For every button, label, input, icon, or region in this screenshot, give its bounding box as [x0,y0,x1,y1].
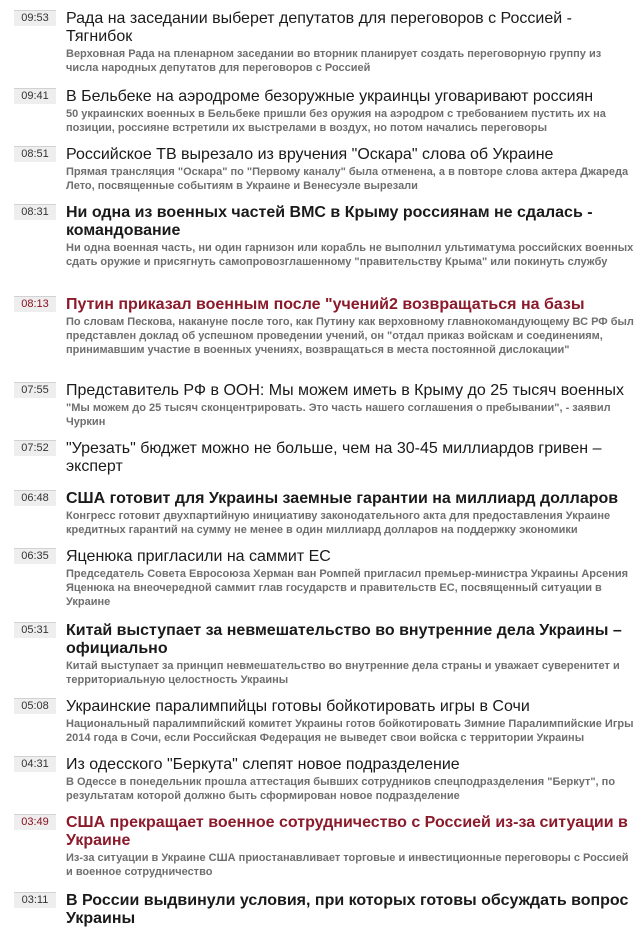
news-headline-link[interactable]: Представитель РФ в ООН: Мы можем иметь в Крыму до 25 тысяч военных [66,382,625,399]
news-lead: 50 украинских военных в Бельбеке пришли без оружия на аэродром с требованием пустить их на позиции, россияне встретили их выстрелами в воздух, но потом начались переговоры [66,108,606,134]
news-lead: По словам Пескова, накануне после того, как Путину как верховному главнокомандующему ВС РФ был представлен доклад об успешном проведении учений, он "отдал приказ войскам и соединениям, принимавшим участие в военных учениях, возвращаться в места постоянной дислокации" [66,316,634,356]
news-headline-link[interactable]: В России выдвинули условия, при которых готовы обсуждать вопрос Украины [66,892,629,927]
news-lead: Из-за ситуации в Украине США приостанавливает торговые и инвестиционные переговоры с Россией и военное сотрудничество [66,852,629,878]
time-badge: 03:11 [14,892,56,908]
news-headline-link[interactable]: США готовит для Украины заемные гарантии на миллиард долларов [66,490,619,507]
time-badge: 09:41 [14,88,56,104]
time-badge: 08:13 [14,296,56,312]
time-badge: 07:55 [14,382,56,398]
time-badge: 04:31 [14,756,56,772]
news-headline-link[interactable]: Путин приказал военным после "учений2 возвращаться на базы [66,296,585,313]
news-headline-link[interactable]: Рада на заседании выберет депутатов для переговоров с Россией - Тягнибок [66,10,572,45]
time-badge: 06:35 [14,548,56,564]
time-badge: 05:31 [14,622,56,638]
time-badge: 08:51 [14,146,56,162]
news-lead: Ни одна военная часть, ни один гарнизон или корабль не выполнил ультиматума российских военных сдать оружие и присягнуть самопровозглашенному "правительству Крыма" или покинуть службу [66,242,634,268]
news-headline-link[interactable]: Китай выступает за невмешательство во внутренние дела Украины – официально [66,622,622,657]
news-lead: Конгресс готовит двухпартийную инициативу законодательного акта для предоставления Украине кредитных гарантий на сумму не менее в один миллиард долларов на поддержку экономики [66,510,611,536]
news-lead: Председатель Совета Евросоюза Херман ван Ромпей пригласил премьер-министра Украины Арсения Яценюка на внеочередной саммит глав государств и правительств ЕС, посвященный ситуации в Украине [66,568,629,608]
time-badge: 07:52 [14,440,56,456]
news-headline-link[interactable]: Украинские паралимпийцы готовы бойкотировать игры в Сочи [66,698,530,715]
time-badge: 06:48 [14,490,56,506]
time-badge: 09:53 [14,10,56,26]
time-badge: 08:31 [14,204,56,220]
news-headline-link[interactable]: Из одесского "Беркута" слепят новое подразделение [66,756,460,773]
news-lead: "Мы можем до 25 тысяч сконцентрировать. Это часть нашего соглашения о пребывании", - заявил Чуркин [66,402,611,428]
news-headline-link[interactable]: В Бельбеке на аэродроме безоружные украинцы уговаривают россиян [66,88,594,105]
news-lead: В Одессе в понедельник прошла аттестация бывших сотрудников спецподразделения "Беркут", по результатам которой должно быть сформирован новое подразделение [66,776,616,802]
news-headline-link[interactable]: США прекращает военное сотрудничество с Россией из-за ситуации в Украине [66,814,628,849]
news-headline-link[interactable]: "Урезать" бюджет можно не больше, чем на 30-45 миллиардов гривен – эксперт [66,440,602,475]
time-badge: 05:08 [14,698,56,714]
news-headline-link[interactable]: Российское ТВ вырезало из вручения "Оскара" слова об Украине [66,146,554,163]
news-headline-link[interactable]: Яценюка пригласили на саммит ЕС [66,548,331,565]
news-headline-link[interactable]: Ни одна из военных частей ВМС в Крыму россиянам не сдалась - командование [66,204,593,239]
time-badge: 03:49 [14,814,56,830]
news-lead: Верховная Рада на пленарном заседании во вторник планирует создать переговорную группу из числа народных депутатов для переговоров с Россией [66,48,602,74]
news-lead: Китай выступает за принцип невмешательство во внутренние дела страны и уважает суверенитет и территориальную целостность Украины [66,660,620,686]
news-lead: Национальный паралимпийский комитет Украины готов бойкотировать Зимние Паралимпийские Игры 2014 года в Сочи, если Российская Федерация не выведет свои войска с территории Украины [66,718,634,744]
news-lead: Прямая трансляция "Оскара" по "Первому каналу" была отменена, а в повторе слова актера Джареда Лето, посвященные событиям в Украине и Венесуэле вырезали [66,166,629,192]
